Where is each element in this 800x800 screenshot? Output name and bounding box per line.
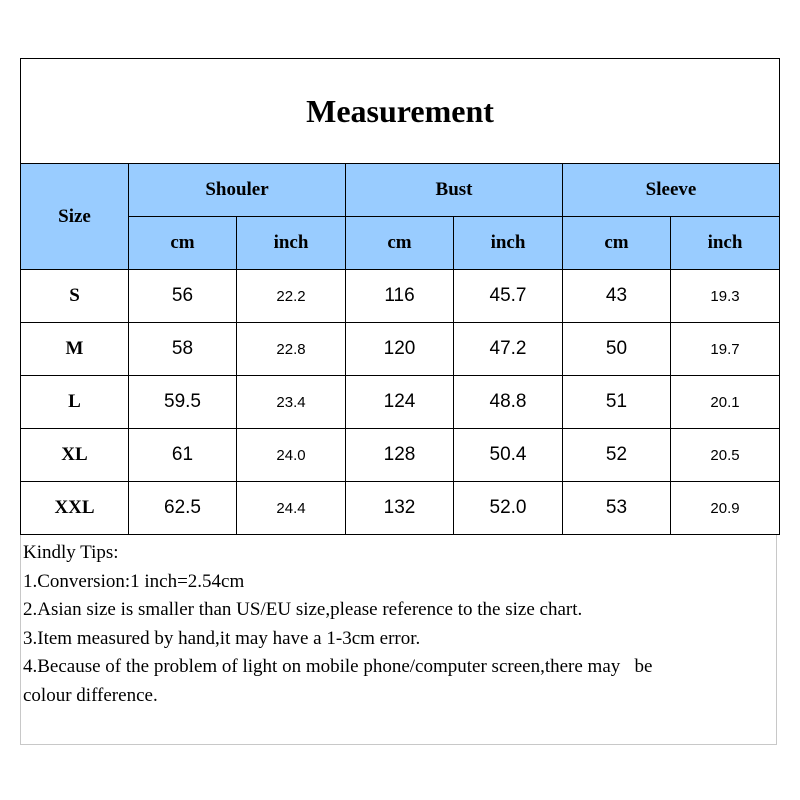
- unit-header: inch: [454, 217, 563, 270]
- shoulder-inch: 23.4: [237, 376, 346, 429]
- table-row: [21, 376, 780, 429]
- bust-inch: 48.8: [454, 376, 563, 429]
- shoulder-cm: 56: [129, 270, 237, 323]
- size-label: M: [21, 323, 129, 376]
- table-row: [21, 482, 780, 535]
- tips-heading: Kindly Tips:: [23, 542, 119, 563]
- table-row: [21, 429, 780, 482]
- sleeve-group-header: Sleeve: [563, 164, 780, 217]
- tip-line: 1.Conversion:1 inch=2.54cm: [23, 570, 245, 592]
- shoulder-cm: 59.5: [129, 376, 237, 429]
- tip-line: colour difference.: [23, 684, 158, 706]
- size-column-header: Size: [21, 164, 129, 270]
- tip-line: 2.Asian size is smaller than US/EU size,please reference to the size chart.: [23, 599, 583, 620]
- sleeve-inch: 20.5: [671, 429, 780, 482]
- bust-inch: 52.0: [454, 482, 563, 535]
- unit-header: cm: [563, 217, 671, 270]
- unit-header: cm: [129, 217, 237, 270]
- bust-group-header: Bust: [346, 164, 563, 217]
- size-label: XXL: [21, 482, 129, 535]
- unit-header: inch: [237, 217, 346, 270]
- shoulder-cm: 62.5: [129, 482, 237, 535]
- size-label: XL: [21, 429, 129, 482]
- bust-cm: 132: [346, 482, 454, 535]
- table-row: [21, 270, 780, 323]
- shoulder-inch: 22.2: [237, 270, 346, 323]
- bust-cm: 124: [346, 376, 454, 429]
- shoulder-inch: 24.0: [237, 429, 346, 482]
- tip-line: 4.Because of the problem of light on mobile phone/computer screen,there may be: [23, 656, 653, 677]
- bust-cm: 120: [346, 323, 454, 376]
- unit-header: cm: [346, 217, 454, 270]
- sleeve-inch: 20.9: [671, 482, 780, 535]
- sleeve-cm: 43: [563, 270, 671, 323]
- shoulder-group-header: Shouler: [129, 164, 346, 217]
- size-label: L: [21, 376, 129, 429]
- size-chart-sheet: [20, 58, 779, 745]
- shoulder-inch: 22.8: [237, 323, 346, 376]
- size-label: S: [21, 270, 129, 323]
- chart-title: Measurement: [21, 59, 780, 164]
- unit-header: inch: [671, 217, 780, 270]
- bust-cm: 116: [346, 270, 454, 323]
- sleeve-inch: 19.3: [671, 270, 780, 323]
- sleeve-cm: 50: [563, 323, 671, 376]
- shoulder-cm: 61: [129, 429, 237, 482]
- tip-line: 3.Item measured by hand,it may have a 1-3cm error.: [23, 627, 421, 649]
- sleeve-cm: 51: [563, 376, 671, 429]
- bust-cm: 128: [346, 429, 454, 482]
- bust-inch: 50.4: [454, 429, 563, 482]
- kindly-tips: [20, 535, 777, 745]
- shoulder-cm: 58: [129, 323, 237, 376]
- sleeve-inch: 19.7: [671, 323, 780, 376]
- bust-inch: 45.7: [454, 270, 563, 323]
- sleeve-cm: 52: [563, 429, 671, 482]
- shoulder-inch: 24.4: [237, 482, 346, 535]
- size-chart-table: [20, 58, 780, 535]
- table-row: [21, 323, 780, 376]
- bust-inch: 47.2: [454, 323, 563, 376]
- sleeve-inch: 20.1: [671, 376, 780, 429]
- sleeve-cm: 53: [563, 482, 671, 535]
